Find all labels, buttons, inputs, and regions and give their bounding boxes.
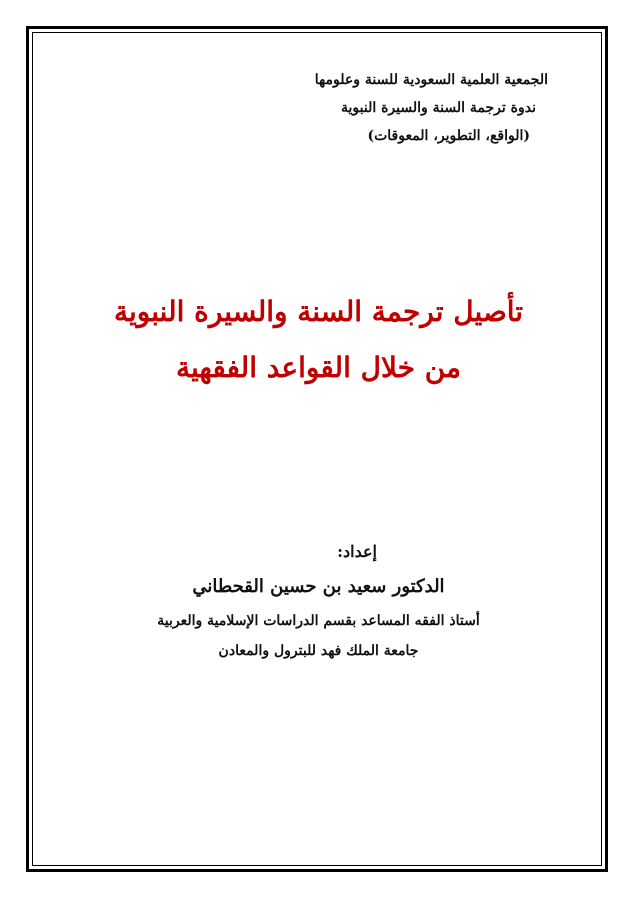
page-border-inner	[32, 32, 602, 866]
symposium-subtitle: (الواقع، التطوير، المعوقات)	[367, 128, 530, 144]
prepared-by-label: إعداد:	[337, 542, 377, 561]
author-name: الدكتور سعيد بن حسين القحطاني	[192, 576, 445, 597]
header-block	[0, 66, 548, 150]
page-border-outer	[26, 26, 608, 872]
author-position: أستاذ الفقه المساعد بقسم الدراسات الإسلامية والعربية	[157, 613, 480, 629]
document-title	[0, 284, 637, 396]
title-line-2: من خلال القواعد الفقهية	[175, 351, 462, 384]
title-line-1: تأصيل ترجمة السنة والسيرة النبوية	[113, 295, 524, 328]
author-block	[0, 536, 637, 666]
author-institution: جامعة الملك فهد للبترول والمعادن	[218, 643, 419, 659]
organization-name: الجمعية العلمية السعودية للسنة وعلومها	[314, 72, 548, 88]
symposium-name: ندوة ترجمة السنة والسيرة النبوية	[340, 100, 536, 116]
